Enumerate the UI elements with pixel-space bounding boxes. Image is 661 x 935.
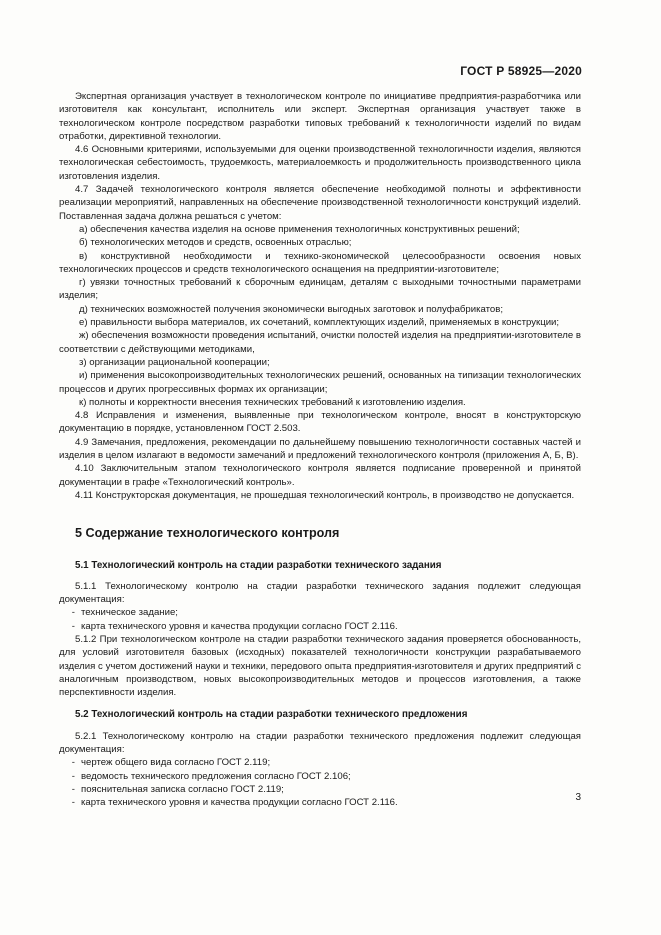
paragraph-4-10: 4.10 Заключительным этапом технологического контроля является подписание проверенной и принятой документации в графе «Технологический контроль».	[59, 463, 581, 488]
dash-bullet: -	[71, 770, 75, 782]
document-body	[59, 90, 581, 810]
dash-bullet: -	[71, 797, 75, 809]
list-item-zh: ж) обеспечения возможности проведения испытаний, очистки полостей изделия на предприятии-изготовителе в соответствии с действующими методиками,	[59, 330, 581, 355]
paragraph-4-11: 4.11 Конструкторская документация, не прошедшая технологический контроль, в производство не допускается.	[75, 489, 575, 501]
section-5-heading: 5 Содержание технологического контроля	[75, 526, 340, 541]
standard-designation: ГОСТ Р 58925—2020	[460, 64, 582, 78]
list-item-a: а) обеспечения качества изделия на основе применения технологичных конструктивных решений;	[79, 223, 520, 235]
section-5-1-heading: 5.1 Технологический контроль на стадии разработки технического задания	[75, 559, 442, 571]
dash-item	[59, 756, 581, 769]
paragraph: Экспертная организация участвует в технологическом контроле по инициативе предприятия-разработчика или изготовителя как консультант, исполнитель или эксперт. Экспертная организация участвует также в технологическом контроле посредством разработки типовых требований к технологичности изделий по видам отработки, директивной технологии.	[59, 91, 581, 142]
paragraph-4-7: 4.7 Задачей технологического контроля является обеспечение необходимой полноты и эффективности реализации мероприятий, направленных на обеспечение производственной технологичности конструкций изделий. Поставленная задача должна решаться с учетом:	[59, 184, 581, 222]
dash-item	[59, 796, 581, 809]
list-item-z: з) организации рациональной кооперации;	[79, 356, 270, 368]
paragraph-5-2-1: 5.2.1 Технологическому контролю на стадии разработки технического предложения подлежит следующая документация:	[59, 730, 581, 756]
dash-item	[59, 783, 581, 796]
dash-bullet: -	[71, 607, 75, 619]
dash-bullet: -	[71, 757, 75, 769]
dash-item-text: техническое задание;	[81, 607, 178, 619]
list-item-b: б) технологических методов и средств, освоенных отраслью;	[79, 237, 352, 249]
section-5-2-heading: 5.2 Технологический контроль на стадии разработки технического предложения	[75, 709, 468, 721]
paragraph-5-1-1: 5.1.1 Технологическому контролю на стадии разработки технического задания подлежит следующая документация:	[59, 580, 581, 606]
dash-item	[59, 770, 581, 783]
dash-bullet: -	[71, 783, 75, 795]
list-item-e: е) правильности выбора материалов, их сочетаний, комплектующих изделий, применяемых в конструкции;	[79, 317, 560, 329]
paragraph-4-9: 4.9 Замечания, предложения, рекомендации по дальнейшему повышению технологичности составных частей и изделия в целом излагают в ведомости замечаний и предложений технологического контроля (приложения А, Б, В).	[59, 436, 581, 462]
page-number: 3	[575, 792, 581, 803]
dash-item-text: пояснительная записка согласно ГОСТ 2.119;	[81, 783, 284, 795]
dash-item-text: карта технического уровня и качества продукции согласно ГОСТ 2.116.	[81, 797, 398, 809]
dash-item	[59, 620, 581, 633]
list-item-g: г) увязки точностных требований к сборочным единицам, деталям с выходными точностными параметрами изделия;	[59, 277, 581, 302]
dash-item-text: ведомость технического предложения согласно ГОСТ 2.106;	[81, 770, 351, 782]
paragraph-4-8: 4.8 Исправления и изменения, выявленные при технологическом контроле, вносят в конструкторскую документацию в порядке, установленном ГОСТ 2.503.	[59, 410, 581, 435]
list-item-i: и) применения высокопроизводительных технологических решений, основанных на типизации технологических процессов и других прогрессивных формах их организации;	[59, 370, 581, 395]
dash-bullet: -	[71, 620, 75, 632]
list-item-v: в) конструктивной необходимости и технико-экономической целесообразности освоения новых технологических процессов и средств технологического оснащения на предприятии-изготовителе;	[59, 250, 581, 275]
dash-item-text: карта технического уровня и качества продукции согласно ГОСТ 2.116.	[81, 620, 398, 632]
dash-item	[59, 606, 581, 619]
list-item-d: д) технических возможностей получения экономически выгодных заготовок и полуфабрикатов;	[79, 303, 504, 315]
dash-item-text: чертеж общего вида согласно ГОСТ 2.119;	[81, 757, 271, 769]
paragraph-5-1-2: 5.1.2 При технологическом контроле на стадии разработки технического задания проверяется обоснованность, для условий изготовителя базовых (исходных) показателей технологичности конструкции разрабатываемого изделия с учетом достижений науки и техники, передового опыта предприятия-изготовителя и других предприятий с аналогичным производством, новых высокопроизводительных методов и процессов изготовления, а также перспективности изделия.	[59, 633, 581, 699]
paragraph-4-6: 4.6 Основными критериями, используемыми для оценки производственной технологичности изделия, являются технологическая себестоимость, трудоемкость, материалоемкость и продолжительность производственного цикла изготовления изделия.	[59, 144, 581, 182]
list-item-k: к) полноты и корректности внесения технических требований к изготовлению изделия.	[79, 396, 466, 408]
